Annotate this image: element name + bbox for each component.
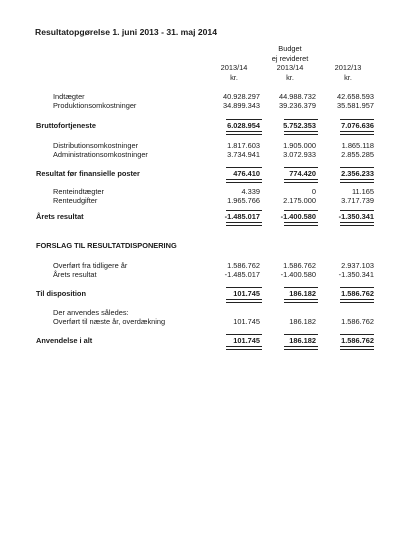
value-2012-13: 2.937.103 <box>341 261 374 270</box>
header-col3 <box>318 63 378 82</box>
total-double-rule <box>340 179 374 183</box>
total-rule <box>340 119 374 120</box>
value-2012-13: 2.356.233 <box>341 169 374 178</box>
value-budget: 44.988.732 <box>279 92 316 101</box>
page-title: Resultatopgørelse 1. juni 2013 - 31. maj 2014 <box>35 27 217 37</box>
total-rule <box>226 334 262 335</box>
value-budget: 3.072.933 <box>283 150 316 159</box>
value-budget: -1.400.580 <box>280 212 316 221</box>
value-2012-13: 7.076.636 <box>341 121 374 130</box>
total-rule <box>284 210 318 211</box>
value-budget: 39.236.379 <box>279 101 316 110</box>
row-label: Distributionsomkostninger <box>53 141 139 150</box>
row-label: Overført fra tidligere år <box>53 261 128 270</box>
value-2013-14: 101.745 <box>233 289 260 298</box>
value-2012-13: 1.586.762 <box>341 336 374 345</box>
value-budget: 774.420 <box>289 169 316 178</box>
table-row <box>0 101 400 112</box>
total-double-rule <box>284 179 318 183</box>
header-col2 <box>260 44 320 82</box>
total-double-rule <box>226 179 262 183</box>
value-2012-13: 1.865.118 <box>341 141 374 150</box>
header-col1-unit: kr. <box>230 72 238 82</box>
value-2013-14: 34.899.343 <box>223 101 260 110</box>
total-rule <box>340 334 374 335</box>
total-double-rule <box>226 346 262 350</box>
header-col2-note: ej revideret <box>271 53 309 63</box>
row-label: Resultat før finansielle poster <box>36 169 140 178</box>
value-budget: -1.400.580 <box>280 270 316 279</box>
value-budget: 186.182 <box>289 336 316 345</box>
value-2013-14: 101.745 <box>233 336 260 345</box>
value-2013-14: 476.410 <box>233 169 260 178</box>
row-label: Der anvendes således: <box>53 308 129 317</box>
total-double-rule <box>284 346 318 350</box>
value-2012-13: 3.717.739 <box>341 196 374 205</box>
value-budget: 1.905.000 <box>283 141 316 150</box>
row-label: Anvendelse i alt <box>36 336 93 345</box>
table-row <box>0 196 400 207</box>
header-col1 <box>204 63 264 82</box>
table-row <box>0 150 400 161</box>
value-budget: 5.752.353 <box>283 121 316 130</box>
value-budget: 186.182 <box>289 317 316 326</box>
row-label: Bruttofortjeneste <box>36 121 96 130</box>
value-2013-14: 40.928.297 <box>223 92 260 101</box>
total-rule <box>226 287 262 288</box>
value-2013-14: 1.817.603 <box>227 141 260 150</box>
header-col3-unit: kr. <box>344 72 352 82</box>
total-rule <box>340 287 374 288</box>
value-budget: 2.175.000 <box>283 196 316 205</box>
table-row <box>0 317 400 328</box>
total-double-rule <box>284 222 318 226</box>
total-double-rule <box>284 131 318 135</box>
total-double-rule <box>340 299 374 303</box>
total-rule <box>284 119 318 120</box>
total-double-rule <box>340 346 374 350</box>
section-heading-label: FORSLAG TIL RESULTATDISPONERING <box>36 241 177 250</box>
value-2013-14: 3.734.941 <box>227 150 260 159</box>
value-budget: 1.586.762 <box>283 261 316 270</box>
header-col2-unit: kr. <box>286 72 294 82</box>
value-2013-14: 1.965.766 <box>227 196 260 205</box>
row-label: Årets resultat <box>36 212 84 221</box>
total-double-rule <box>340 222 374 226</box>
value-budget: 0 <box>311 187 316 196</box>
value-2013-14: -1.485.017 <box>224 212 260 221</box>
total-rule <box>340 210 374 211</box>
row-label: Til disposition <box>36 289 86 298</box>
total-rule <box>284 334 318 335</box>
row-label: Produktionsomkostninger <box>53 101 137 110</box>
value-2012-13: -1.350.341 <box>338 270 374 279</box>
total-double-rule <box>226 299 262 303</box>
value-2013-14: 1.586.762 <box>227 261 260 270</box>
value-2013-14: 101.745 <box>233 317 260 326</box>
value-2013-14: -1.485.017 <box>224 270 260 279</box>
total-double-rule <box>226 222 262 226</box>
total-rule <box>226 210 262 211</box>
value-2012-13: -1.350.341 <box>338 212 374 221</box>
total-double-rule <box>284 299 318 303</box>
header-col2-period: 2013/14 <box>276 63 304 72</box>
header-col3-period: 2012/13 <box>334 63 362 72</box>
row-label: Administrationsomkostninger <box>53 150 148 159</box>
value-2012-13: 42.658.593 <box>337 92 374 101</box>
value-budget: 186.182 <box>289 289 316 298</box>
value-2013-14: 4.339 <box>241 187 260 196</box>
total-rule <box>226 167 262 168</box>
total-rule <box>340 167 374 168</box>
row-label: Renteudgifter <box>53 196 98 205</box>
value-2012-13: 2.855.285 <box>341 150 374 159</box>
total-rule <box>284 287 318 288</box>
row-label: Indtægter <box>53 92 85 101</box>
total-rule <box>284 167 318 168</box>
total-double-rule <box>340 131 374 135</box>
total-rule <box>226 119 262 120</box>
row-label: Årets resultat <box>53 270 97 279</box>
value-2012-13: 35.581.957 <box>337 101 374 110</box>
row-label: Overført til næste år, overdækning <box>53 317 166 326</box>
value-2012-13: 1.586.762 <box>341 289 374 298</box>
section-heading <box>0 241 400 252</box>
value-2012-13: 1.586.762 <box>341 317 374 326</box>
value-2012-13: 11.165 <box>351 187 374 196</box>
value-2013-14: 6.028.954 <box>227 121 260 130</box>
header-col1-period: 2013/14 <box>220 63 248 72</box>
total-double-rule <box>226 131 262 135</box>
table-row <box>0 270 400 281</box>
header-col2-budget: Budget <box>278 44 302 53</box>
row-label: Renteindtægter <box>53 187 104 196</box>
